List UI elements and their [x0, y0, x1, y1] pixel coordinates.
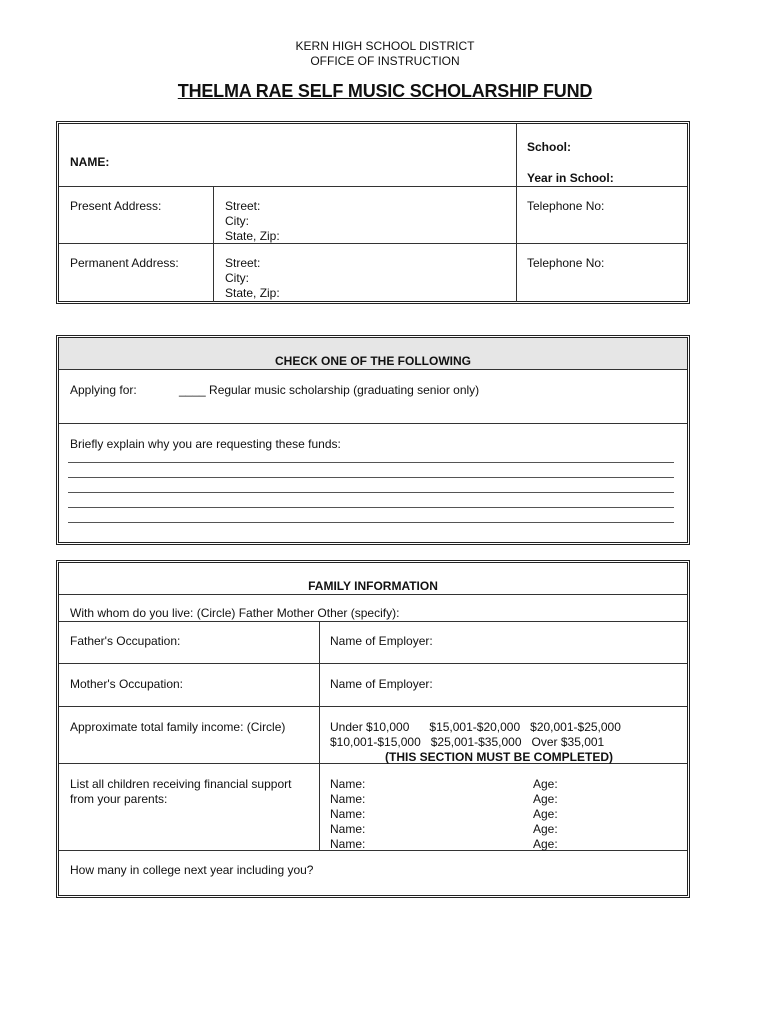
child-age-label: Age: [533, 837, 558, 851]
college-count-question: How many in college next year including you? [70, 863, 314, 877]
explain-line[interactable] [68, 462, 674, 463]
father-employer-label: Name of Employer: [330, 634, 433, 648]
child-age-label: Age: [533, 822, 558, 836]
child-name-label: Name: [330, 837, 366, 851]
name-label: NAME: [70, 155, 110, 169]
explain-label: Briefly explain why you are requesting these funds: [70, 437, 341, 451]
present-address-label: Present Address: [70, 199, 162, 213]
father-occupation-label: Father's Occupation: [70, 634, 181, 648]
child-age-label: Age: [533, 792, 558, 806]
permanent-street-label: Street: [225, 256, 261, 270]
present-state-zip-label: State, Zip: [225, 229, 280, 243]
income-required-note: (THIS SECTION MUST BE COMPLETED) [385, 750, 613, 764]
child-name-label: Name: [330, 777, 366, 791]
check-one-section [56, 335, 690, 545]
check-one-heading: CHECK ONE OF THE FOLLOWING [275, 354, 471, 368]
present-city-label: City: [225, 214, 249, 228]
year-in-school-label: Year in School: [527, 171, 614, 185]
family-info-heading: FAMILY INFORMATION [308, 579, 438, 593]
regular-scholarship-option[interactable]: ____ Regular music scholarship (graduating senior only) [179, 383, 480, 397]
present-telephone-label: Telephone No: [527, 199, 605, 213]
permanent-telephone-label: Telephone No: [527, 256, 605, 270]
child-name-label: Name: [330, 807, 366, 821]
explain-line[interactable] [68, 507, 674, 508]
child-age-label: Age: [533, 777, 558, 791]
school-label: School: [527, 140, 571, 154]
district-name: KERN HIGH SCHOOL DISTRICT [295, 39, 475, 53]
explain-line[interactable] [68, 522, 674, 523]
applying-for-label: Applying for: [70, 383, 137, 397]
permanent-address-label: Permanent Address: [70, 256, 179, 270]
permanent-state-zip-label: State, Zip: [225, 286, 280, 300]
children-label-line-1: List all children receiving financial support [70, 777, 292, 791]
child-name-label: Name: [330, 792, 366, 806]
mother-occupation-label: Mother's Occupation: [70, 677, 184, 691]
children-label-line-2: from your parents: [70, 792, 168, 806]
family-income-label: Approximate total family income: (Circle) [70, 720, 286, 734]
mother-employer-label: Name of Employer: [330, 677, 433, 691]
child-age-label: Age: [533, 807, 558, 821]
explain-line[interactable] [68, 492, 674, 493]
office-name: OFFICE OF INSTRUCTION [310, 54, 460, 68]
live-with-question[interactable]: With whom do you live: (Circle) Father Mother Other (specify): [70, 606, 400, 620]
present-street-label: Street: [225, 199, 261, 213]
family-info-section [56, 560, 690, 898]
student-info-section [56, 121, 690, 304]
form-title: THELMA RAE SELF MUSIC SCHOLARSHIP FUND [177, 81, 593, 101]
permanent-city-label: City: [225, 271, 249, 285]
child-name-label: Name: [330, 822, 366, 836]
income-options-row-2[interactable]: $10,001-$15,000 $25,001-$35,000 Over $35,001 [330, 735, 605, 749]
income-options-row-1[interactable]: Under $10,000 $15,001-$20,000 $20,001-$25,000 [330, 720, 621, 734]
explain-line[interactable] [68, 477, 674, 478]
